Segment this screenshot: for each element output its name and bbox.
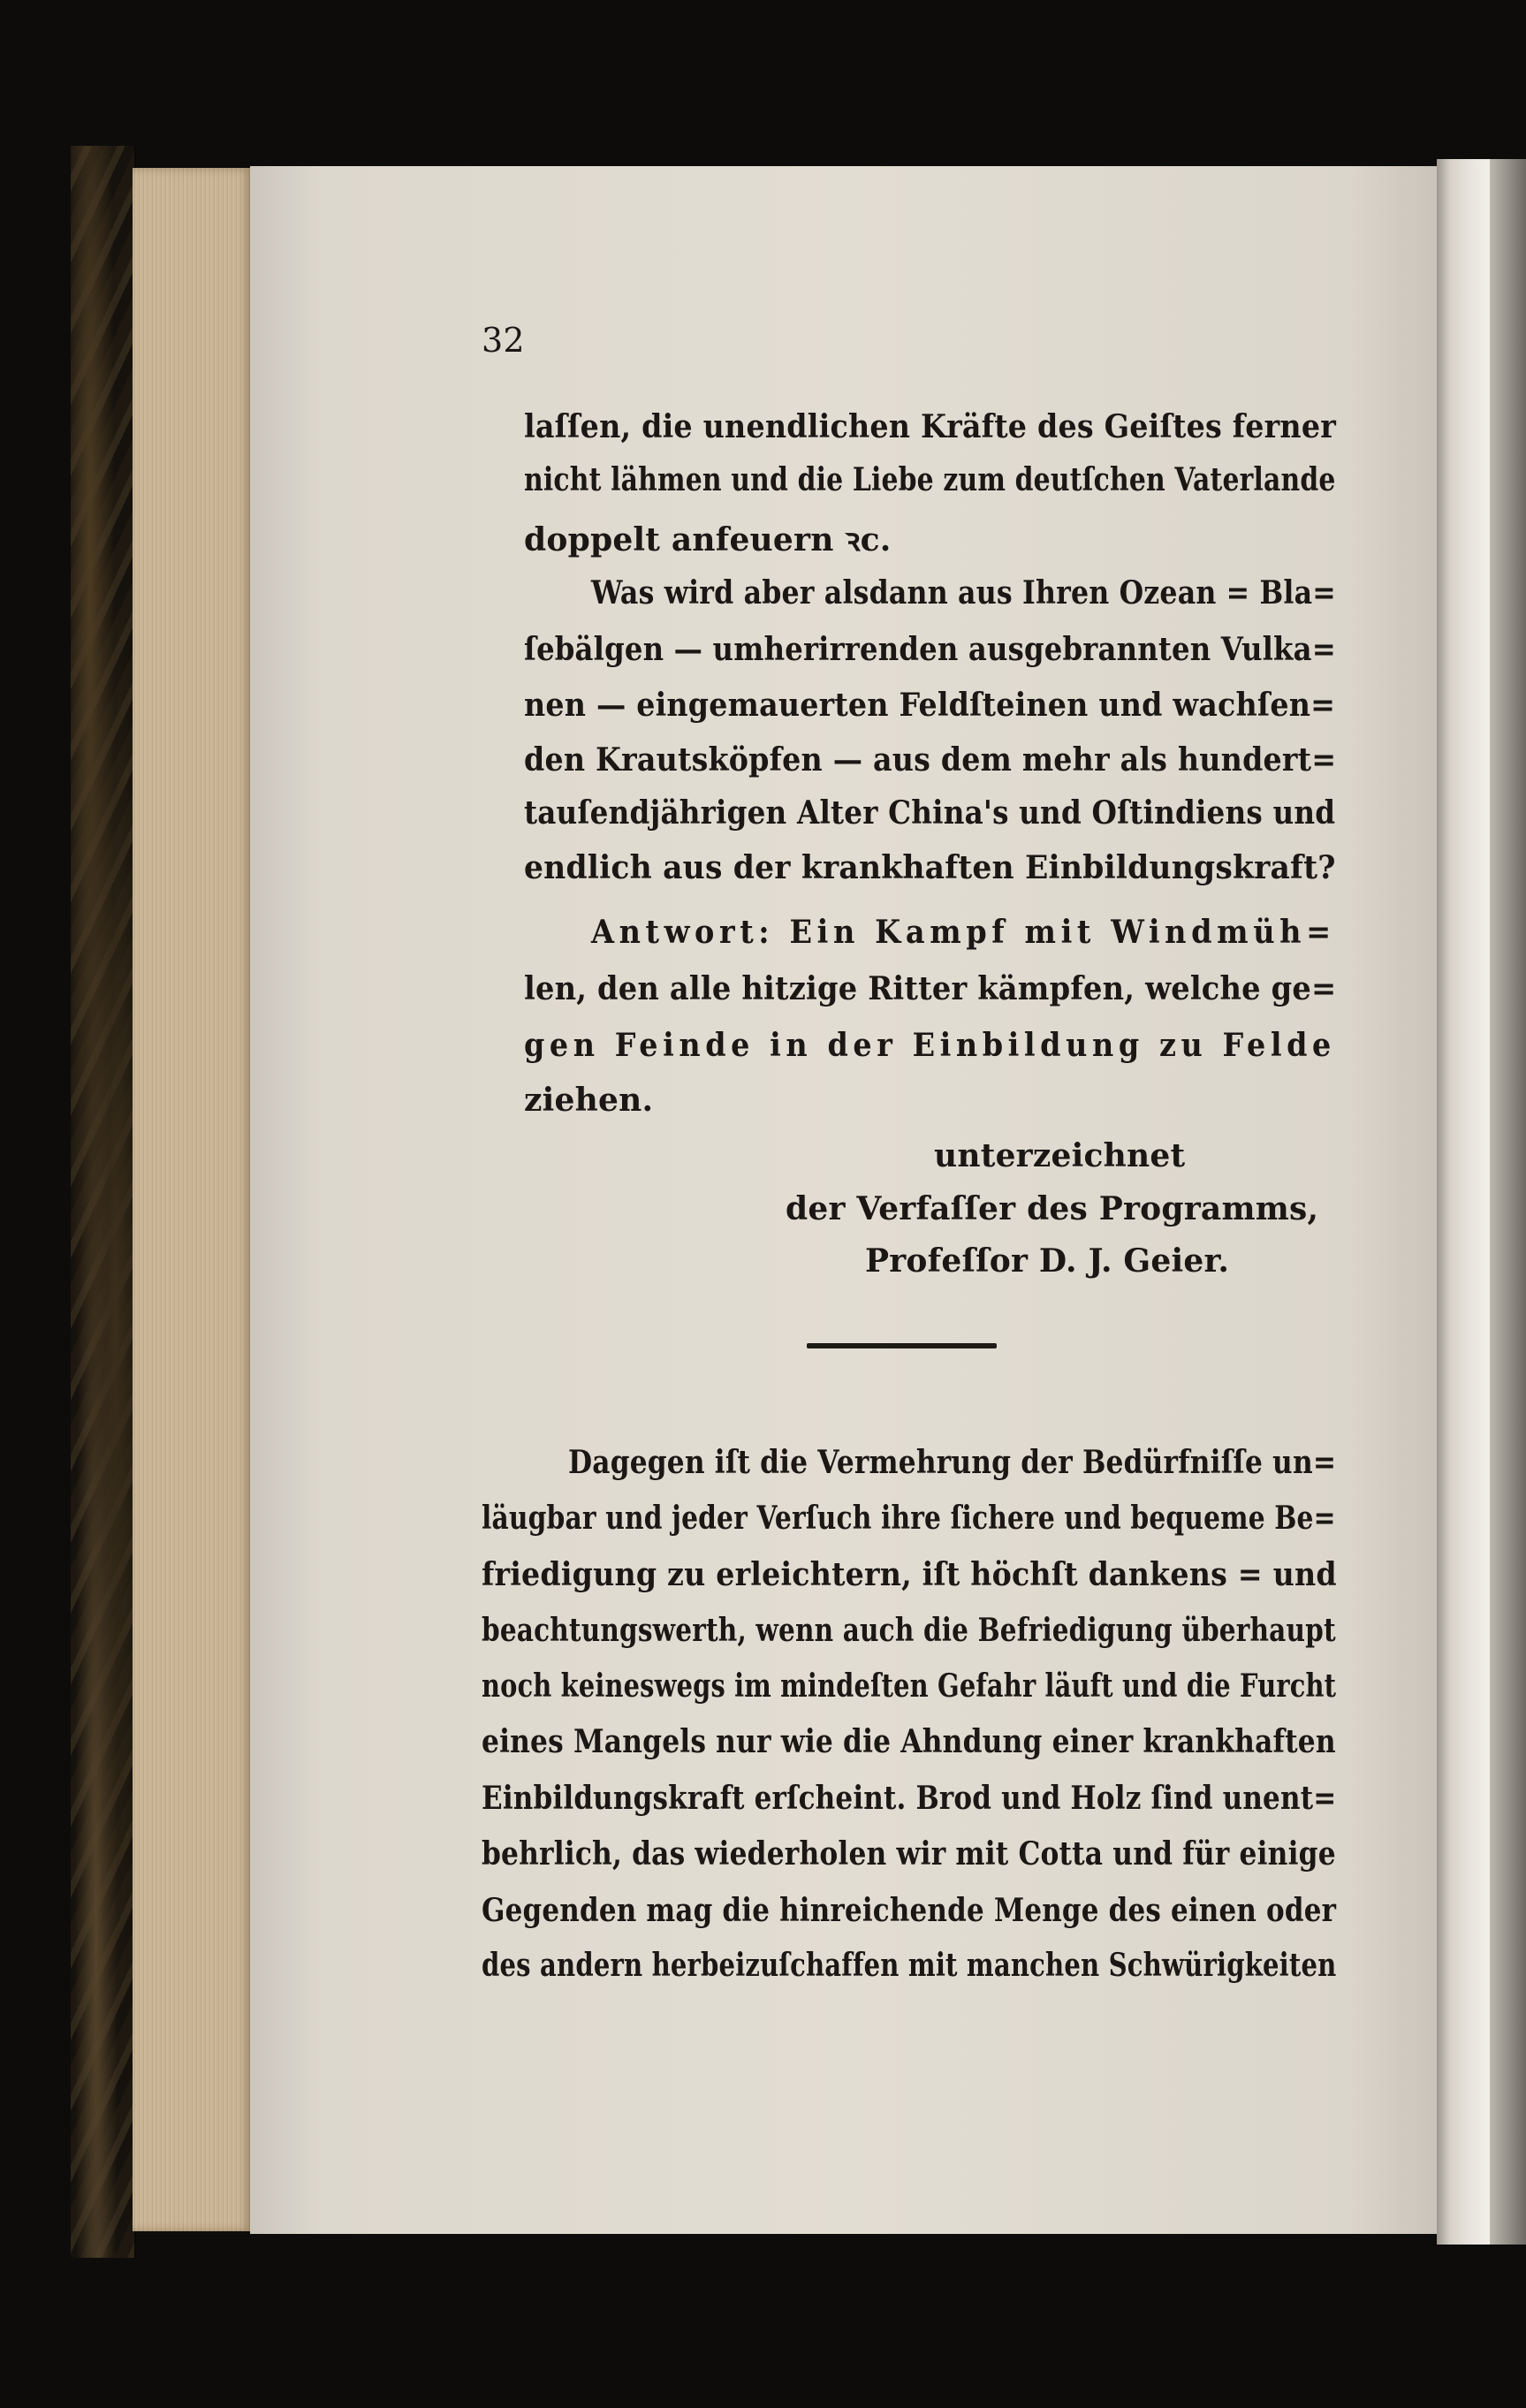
page-edges bbox=[133, 168, 252, 2231]
text-line: eines Mangels nur wie die Ahndung einer krankhaften bbox=[482, 1723, 1336, 1760]
signature-line: unterzeichnet bbox=[934, 1137, 1186, 1174]
text-line: läugbar und jeder Verſuch ihre ſichere und bequeme Be= bbox=[482, 1500, 1336, 1537]
text-line: nicht lähmen und die Liebe zum deutſchen Vaterlande bbox=[524, 461, 1336, 498]
text-line: endlich aus der krankhaften Einbildungskraft? bbox=[524, 849, 1336, 886]
text-line: des andern herbeizuſchaffen mit manchen Schwürigkeiten bbox=[482, 1947, 1337, 1984]
text-line: len, den alle hitzige Ritter kämpfen, welche ge= bbox=[524, 970, 1337, 1007]
text-line: gen Feinde in der Einbildung zu Felde bbox=[524, 1027, 1336, 1064]
section-divider bbox=[807, 1343, 997, 1348]
text-line: beachtungswerth, wenn auch die Befriedigung überhaupt bbox=[482, 1612, 1336, 1649]
marbled-cover bbox=[71, 146, 136, 2258]
text-line: Einbildungskraft erſcheint. Brod und Holz ſind unent= bbox=[482, 1780, 1337, 1817]
text-line: den Krautsköpfen — aus dem mehr als hundert= bbox=[524, 741, 1337, 779]
text-line: ſebälgen — umherirrenden ausgebrannten Vulka= bbox=[524, 631, 1336, 668]
text-line: Dagegen iſt die Vermehrung der Bedürfniſſe un= bbox=[568, 1444, 1337, 1481]
gutter-shadow bbox=[1490, 159, 1526, 2245]
text-line: ziehen. bbox=[524, 1082, 654, 1119]
text-line: noch keineswegs im mindeſten Gefahr läuft und die Furcht bbox=[482, 1667, 1337, 1705]
book-gutter bbox=[1437, 159, 1490, 2245]
text-line: friedigung zu erleichtern, iſt höchſt dankens = und bbox=[482, 1556, 1337, 1593]
signature-line: der Verfaſſer des Programms, bbox=[786, 1190, 1319, 1227]
signature-line: Profeſſor D. J. Geier. bbox=[865, 1242, 1230, 1280]
page-number: 32 bbox=[482, 321, 525, 360]
text-line: doppelt anfeuern ꝛc. bbox=[524, 521, 892, 558]
text-line: behrlich, das wiederholen wir mit Cotta und für einige bbox=[482, 1835, 1336, 1872]
text-line: Was wird aber alsdann aus Ihren Ozean = Bla= bbox=[591, 574, 1336, 611]
text-line: laſſen, die unendlichen Kräfte des Geiſtes ferner bbox=[524, 408, 1336, 445]
text-line: Antwort: Ein Kampf mit Windmüh= bbox=[591, 914, 1336, 951]
text-line: nen — eingemauerten Feldſteinen und wachſen= bbox=[524, 687, 1336, 724]
text-line: tauſendjährigen Alter China's und Oſtindiens und bbox=[524, 794, 1336, 832]
text-line: Gegenden mag die hinreichende Menge des einen oder bbox=[482, 1892, 1337, 1929]
